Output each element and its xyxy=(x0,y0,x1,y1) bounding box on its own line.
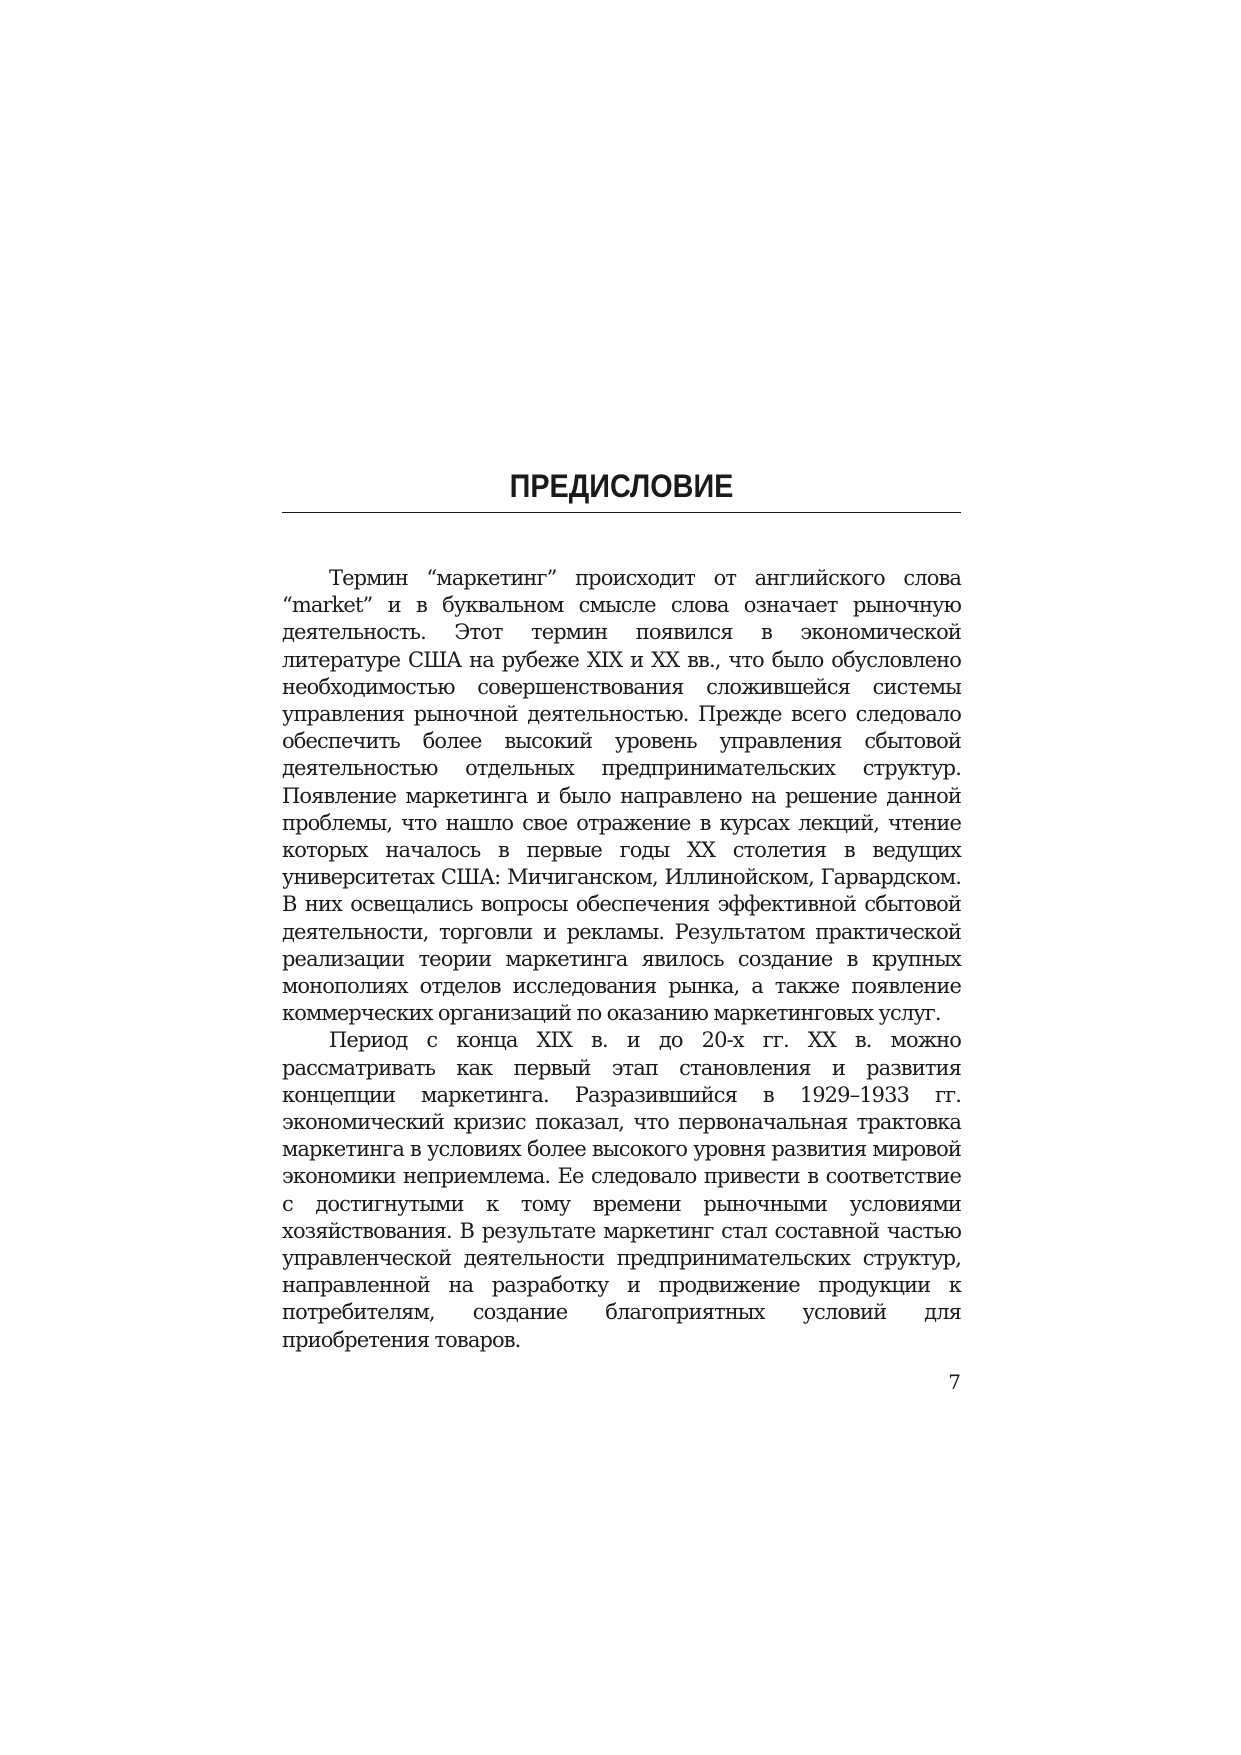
page-number: 7 xyxy=(948,1370,961,1394)
body-text xyxy=(282,565,961,1354)
page-content xyxy=(282,466,961,1394)
page-title: ПРЕДИСЛОВИЕ xyxy=(509,468,734,504)
title-rule xyxy=(282,512,961,513)
paragraph-1: Термин “маркетинг” происходит от английского слова “market” и в буквальном смысле слова означает рыночную деятельность. Этот термин появился в экономической литературе США на рубеже XIX и XX вв., что было обусловлено необходимостью совершенствования сложившейся системы управления рыночной деятельностью. Прежде всего следовало обеспечить более высокий уровень управления сбытовой деятельностью отдельных предпринимательских структур. Появление маркетинга и было направлено на решение данной проблемы, что нашло свое отражение в курсах лекций, чтение которых началось в первые годы XX столетия в ведущих университетах США: Мичиганском, Иллинойском, Гарвардском. В них освещались вопросы обеспечения эффективной сбытовой деятельности, торговли и рекламы. Результатом практической реализации теории маркетинга явилось создание в крупных монополиях отделов исследования рынка, а также появление коммерческих организаций по оказанию маркетинговых услуг. xyxy=(282,566,961,1026)
paragraph-2: Период с конца XIX в. и до 20-х гг. XX в. можно рассматривать как первый этап становления и развития концепции маркетинга. Разразившийся в 1929–1933 гг. экономический кризис показал, что первоначальная трактовка маркетинга в условиях более высокого уровня развития мировой экономики неприемлема. Ее следовало привести в соответствие с достигнутыми к тому времени рыночными условиями хозяйствования. В результате маркетинг стал составной частью управленческой деятельности предпринимательских структур, направленной на разработку и продвижение продукции к потребителям, создание благоприятных условий для приобретения товаров. xyxy=(282,1028,961,1352)
